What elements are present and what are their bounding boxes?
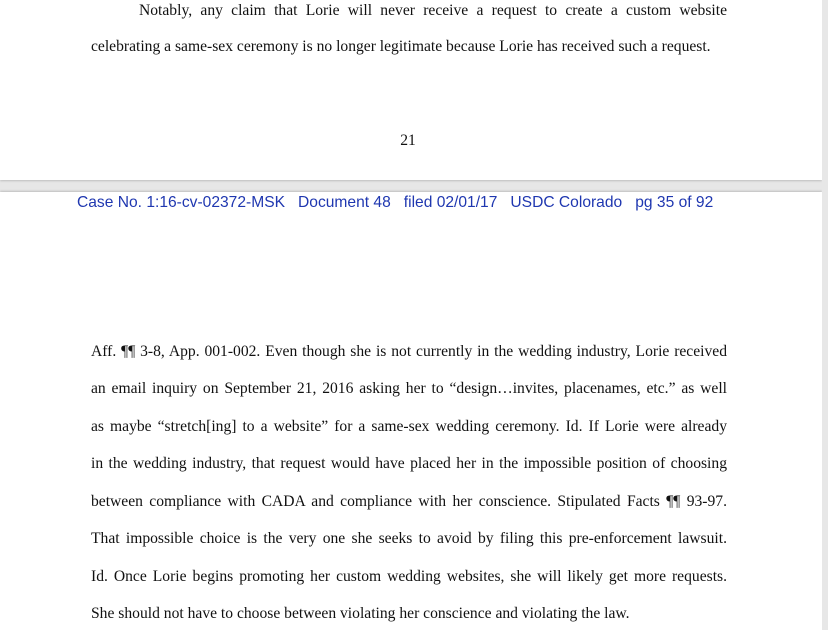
body-line-7: Id. Once Lorie begins promoting her custom wedding websites, she will likely get more requests. <box>91 568 727 585</box>
court-name: USDC Colorado <box>510 194 623 211</box>
case-filing-header <box>77 193 713 213</box>
document-page-lower <box>0 192 822 630</box>
document-page-upper <box>0 0 822 180</box>
body-line-3: as maybe “stretch[ing] to a website” for a same-sex wedding ceremony. Id. If Lorie were already <box>91 418 727 435</box>
body-line-6: That impossible choice is the very one she seeks to avoid by filing this pre-enforcement lawsuit. <box>91 530 727 547</box>
body-line-5: between compliance with CADA and compliance with her conscience. Stipulated Facts ¶¶ 93-97. <box>91 493 727 510</box>
page-count: pg 35 of 92 <box>635 194 714 211</box>
viewer-gutter <box>822 0 828 630</box>
paragraph-line-2: celebrating a same-sex ceremony is no longer legitimate because Lorie has received such a request. <box>91 38 711 55</box>
body-line-1: Aff. ¶¶ 3-8, App. 001-002. Even though she is not currently in the wedding industry, Lorie received <box>91 343 727 360</box>
body-line-8: She should not have to choose between violating her conscience and violating the law. <box>91 605 630 622</box>
case-number: Case No. 1:16-cv-02372-MSK <box>77 194 286 211</box>
page-number: 21 <box>400 132 416 149</box>
filed-date: filed 02/01/17 <box>403 194 498 211</box>
document-number: Document 48 <box>298 194 391 211</box>
paragraph-line-1: Notably, any claim that Lorie will never receive a request to create a custom website <box>139 2 727 19</box>
body-line-2: an email inquiry on September 21, 2016 asking her to “design…invites, placenames, etc.” as well <box>91 380 727 397</box>
body-line-4: in the wedding industry, that request would have placed her in the impossible position of choosing <box>91 455 727 472</box>
